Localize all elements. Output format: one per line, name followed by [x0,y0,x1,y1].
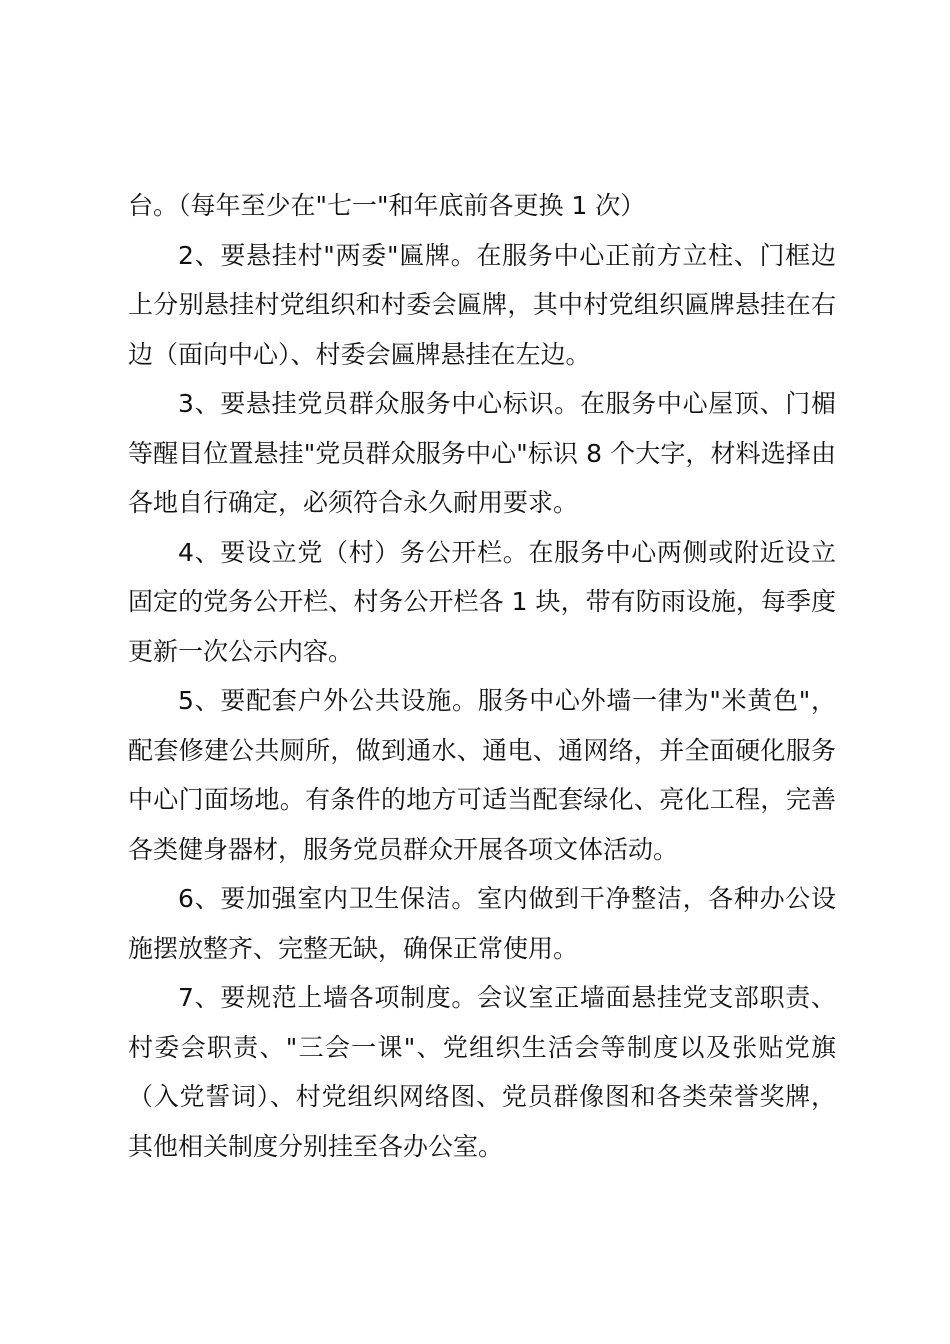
paragraph-item-3: 3、要悬挂党员群众服务中心标识。在服务中心屋顶、门楣等醒目位置悬挂"党员群众服务中心"标识 8 个大字，材料选择由各地自行确定，必须符合永久耐用要求。 [128,389,836,517]
paragraph-item-6: 6、要加强室内卫生保洁。室内做到干净整洁，各种办公设施摆放整齐、完整无缺，确保正常使用。 [128,884,836,963]
paragraph-item-2: 2、要悬挂村"两委"匾牌。在服务中心正前方立柱、门框边上分别悬挂村党组织和村委会匾牌，其中村党组织匾牌悬挂在右边（面向中心）、村委会匾牌悬挂在左边。 [128,240,836,369]
paragraph-item-7: 7、要规范上墙各项制度。会议室正墙面悬挂党支部职责、村委会职责、"三会一课"、党组织生活会等制度以及张贴党旗（入党誓词）、村党组织网络图、党员群像图和各类荣誉奖牌，其他相关制度分别挂至各办公室。 [128,983,836,1161]
paragraph-continuation: 台。（每年至少在"七一"和年底前各更换 1 次） [128,191,646,220]
document-body [128,181,836,1171]
paragraph-item-5: 5、要配套户外公共设施。服务中心外墙一律为"米黄色"，配套修建公共厕所，做到通水、通电、通网络，并全面硬化服务中心门面场地。有条件的地方可适当配套绿化、亮化工程，完善各类健身器材，服务党员群众开展各项文体活动。 [128,686,836,864]
paragraph-item-4: 4、要设立党（村）务公开栏。在服务中心两侧或附近设立固定的党务公开栏、村务公开栏各 1 块，带有防雨设施，每季度更新一次公示内容。 [128,537,836,666]
